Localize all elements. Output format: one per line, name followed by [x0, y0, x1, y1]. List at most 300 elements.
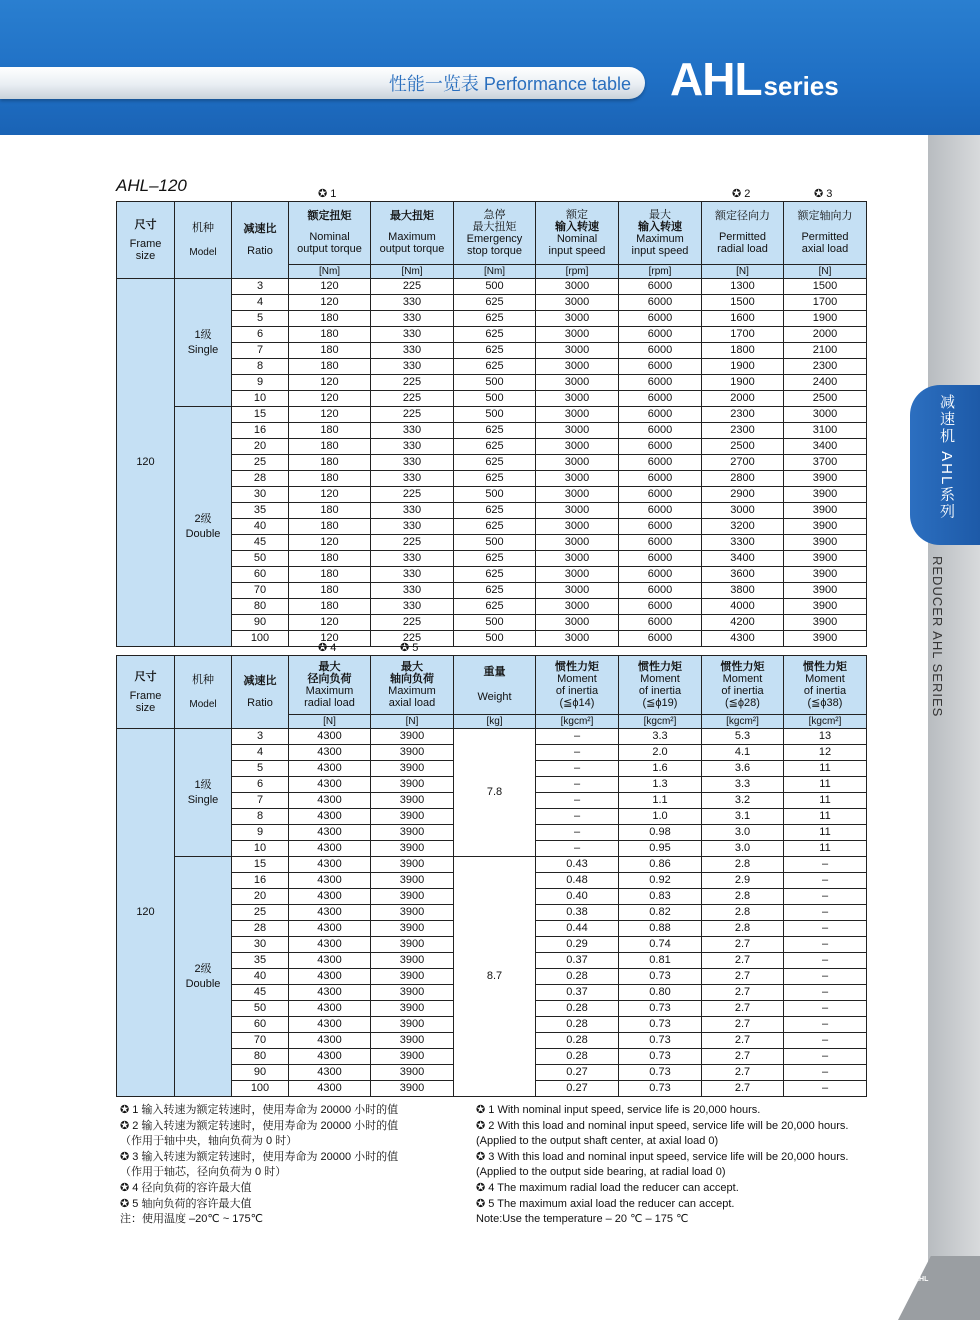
- footnote-en: ✪ 1 With nominal input speed, service life is 20,000 hours.: [476, 1104, 761, 1116]
- value-cell: 625: [454, 327, 536, 343]
- ratio-cell: 6: [232, 777, 289, 793]
- value-cell: 1.0: [619, 809, 702, 825]
- value-cell: 180: [289, 471, 371, 487]
- value-cell: 6000: [619, 487, 702, 503]
- table-row: [117, 857, 867, 873]
- value-cell: 180: [289, 439, 371, 455]
- value-cell: 0.92: [619, 873, 702, 889]
- value-cell: 3000: [536, 471, 619, 487]
- value-cell: 3900: [371, 873, 454, 889]
- value-cell: 4300: [289, 1017, 371, 1033]
- ratio-cell: 15: [232, 857, 289, 873]
- value-cell: 3900: [784, 503, 867, 519]
- ratio-cell: 45: [232, 985, 289, 1001]
- value-cell: 225: [371, 487, 454, 503]
- value-cell: 3900: [784, 519, 867, 535]
- value-cell: 0.27: [536, 1065, 619, 1081]
- ratio-cell: 30: [232, 487, 289, 503]
- stage-single-cn: 1级: [194, 328, 212, 341]
- value-cell: 120: [289, 615, 371, 631]
- value-cell: 330: [371, 311, 454, 327]
- value-cell: 4000: [702, 599, 784, 615]
- value-cell: 3900: [784, 471, 867, 487]
- ratio-cell: 100: [232, 631, 289, 647]
- footnote-cn: ✪ 5 轴向负荷的容许最大值: [120, 1197, 252, 1210]
- value-cell: 2.8: [702, 889, 784, 905]
- header-maximum-radial-load: 最大 径向负荷 Maximum radial load: [289, 656, 371, 715]
- value-cell: 3900: [371, 1017, 454, 1033]
- value-cell: 6000: [619, 567, 702, 583]
- value-cell: 2400: [784, 375, 867, 391]
- value-cell: 3000: [536, 535, 619, 551]
- stage-single-en: Single: [187, 343, 219, 356]
- value-cell: 0.27: [536, 1081, 619, 1097]
- ratio-cell: 28: [232, 921, 289, 937]
- header-ratio: 减速比 Ratio: [232, 202, 289, 279]
- ratio-cell: 15: [232, 407, 289, 423]
- value-cell: –: [536, 793, 619, 809]
- value-cell: 625: [454, 423, 536, 439]
- value-cell: 3000: [702, 503, 784, 519]
- value-cell: 6000: [619, 471, 702, 487]
- value-cell: 500: [454, 631, 536, 647]
- value-cell: 3000: [536, 343, 619, 359]
- value-cell: 4300: [289, 969, 371, 985]
- header-weight: 重量 Weight: [454, 656, 536, 715]
- ratio-cell: 40: [232, 969, 289, 985]
- value-cell: 3900: [371, 841, 454, 857]
- footnote-en: ✪ 3 With this load and nominal input speed, service life will be 20,000 hours.: [476, 1150, 849, 1163]
- ratio-cell: 20: [232, 889, 289, 905]
- value-cell: 0.73: [619, 1033, 702, 1049]
- value-cell: 500: [454, 375, 536, 391]
- ratio-cell: 16: [232, 873, 289, 889]
- value-cell: 6000: [619, 423, 702, 439]
- value-cell: –: [784, 937, 867, 953]
- value-cell: 3000: [536, 359, 619, 375]
- value-cell: 4300: [289, 905, 371, 921]
- value-cell: –: [536, 729, 619, 745]
- value-cell: 0.48: [536, 873, 619, 889]
- value-cell: 6000: [619, 631, 702, 647]
- value-cell: 3900: [371, 969, 454, 985]
- ratio-cell: 7: [232, 343, 289, 359]
- value-cell: 5.3: [702, 729, 784, 745]
- footnote-cn: （作用于轴芯，径向负荷为 0 时）: [120, 1166, 287, 1179]
- value-cell: 3900: [371, 793, 454, 809]
- ratio-cell: 5: [232, 761, 289, 777]
- value-cell: 3400: [784, 439, 867, 455]
- value-cell: 3900: [371, 905, 454, 921]
- value-cell: 3900: [371, 777, 454, 793]
- ratio-cell: 4: [232, 745, 289, 761]
- footnote-en: ✪ 4 The maximum radial load the reducer can accept.: [476, 1181, 739, 1194]
- ratio-cell: 60: [232, 1017, 289, 1033]
- value-cell: 180: [289, 455, 371, 471]
- value-cell: 625: [454, 583, 536, 599]
- value-cell: 120: [289, 535, 371, 551]
- value-cell: 3600: [702, 567, 784, 583]
- ratio-cell: 35: [232, 503, 289, 519]
- marker-1: ✪ 1: [318, 188, 337, 200]
- value-cell: 3000: [536, 279, 619, 295]
- value-cell: 1.3: [619, 777, 702, 793]
- value-cell: 3100: [784, 423, 867, 439]
- header-maximum-torque: 最大扭矩 Maximum output torque: [371, 202, 454, 265]
- value-cell: 0.28: [536, 969, 619, 985]
- marker-3: ✪ 3: [814, 188, 833, 200]
- value-cell: 3.6: [702, 761, 784, 777]
- value-cell: 330: [371, 471, 454, 487]
- unit-cell: [rpm]: [619, 264, 702, 278]
- value-cell: –: [784, 857, 867, 873]
- value-cell: 6000: [619, 391, 702, 407]
- ratio-cell: 9: [232, 375, 289, 391]
- ratio-cell: 80: [232, 1049, 289, 1065]
- ratio-cell: 90: [232, 615, 289, 631]
- value-cell: 2.9: [702, 873, 784, 889]
- value-cell: 6000: [619, 439, 702, 455]
- ratio-cell: 9: [232, 825, 289, 841]
- value-cell: 3900: [371, 921, 454, 937]
- footnote-en: (Applied to the output side bearing, at radial load 0): [476, 1166, 726, 1179]
- value-cell: 0.29: [536, 937, 619, 953]
- marker-2: ✪ 2: [732, 188, 751, 200]
- header-inertia-d14: 惯性力矩 Moment of inertia (≦ϕ14): [536, 656, 619, 715]
- value-cell: 2.7: [702, 1033, 784, 1049]
- value-cell: –: [536, 745, 619, 761]
- value-cell: –: [784, 873, 867, 889]
- value-cell: 0.37: [536, 953, 619, 969]
- value-cell: 625: [454, 439, 536, 455]
- value-cell: 11: [784, 841, 867, 857]
- stage-double-cn: 2级: [194, 512, 212, 525]
- value-cell: 6000: [619, 599, 702, 615]
- value-cell: –: [784, 921, 867, 937]
- value-cell: 0.73: [619, 969, 702, 985]
- ratio-cell: 50: [232, 551, 289, 567]
- value-cell: 2.7: [702, 937, 784, 953]
- value-cell: 4300: [702, 631, 784, 647]
- series-logo-suffix: series: [763, 71, 839, 101]
- stage-double-cn: 2级: [194, 962, 212, 975]
- value-cell: 3900: [371, 729, 454, 745]
- value-cell: 0.73: [619, 1001, 702, 1017]
- value-cell: 225: [371, 631, 454, 647]
- header-model: 机种 Model: [175, 656, 232, 729]
- value-cell: 625: [454, 471, 536, 487]
- value-cell: 3900: [371, 761, 454, 777]
- value-cell: 4300: [289, 873, 371, 889]
- value-cell: 625: [454, 599, 536, 615]
- value-cell: 3000: [536, 327, 619, 343]
- value-cell: 330: [371, 295, 454, 311]
- table-row: [117, 407, 867, 423]
- value-cell: –: [784, 1065, 867, 1081]
- unit-cell: [N]: [371, 714, 454, 728]
- unit-cell: [rpm]: [536, 264, 619, 278]
- value-cell: 3000: [536, 583, 619, 599]
- footnote-en: ✪ 2 With this load and nominal input speed, service life will be 20,000 hours.: [476, 1119, 849, 1132]
- value-cell: 225: [371, 407, 454, 423]
- value-cell: 4300: [289, 825, 371, 841]
- value-cell: 2700: [702, 455, 784, 471]
- value-cell: 13: [784, 729, 867, 745]
- value-cell: 3900: [371, 985, 454, 1001]
- value-cell: 6000: [619, 455, 702, 471]
- series-logo: [670, 52, 839, 106]
- stage-double-en: Double: [185, 977, 221, 990]
- value-cell: 6000: [619, 519, 702, 535]
- value-cell: 3900: [371, 889, 454, 905]
- value-cell: 180: [289, 423, 371, 439]
- value-cell: 4300: [289, 1081, 371, 1097]
- value-cell: 0.95: [619, 841, 702, 857]
- value-cell: 0.73: [619, 1049, 702, 1065]
- ratio-cell: 3: [232, 729, 289, 745]
- value-cell: 4300: [289, 1033, 371, 1049]
- value-cell: –: [536, 777, 619, 793]
- header-nominal-torque: 额定扭矩 Nominal output torque: [289, 202, 371, 265]
- footnotes-en: [476, 1103, 848, 1228]
- page-header: [0, 0, 980, 135]
- value-cell: 1600: [702, 311, 784, 327]
- value-cell: 11: [784, 777, 867, 793]
- header-maximum-axial-load: 最大 轴向负荷 Maximum axial load: [371, 656, 454, 715]
- value-cell: 11: [784, 761, 867, 777]
- value-cell: 2800: [702, 471, 784, 487]
- model-label: AHL–120: [116, 176, 187, 195]
- value-cell: 6000: [619, 375, 702, 391]
- ratio-cell: 80: [232, 599, 289, 615]
- footnotes-cn: [120, 1103, 398, 1228]
- ratio-cell: 10: [232, 391, 289, 407]
- value-cell: 0.98: [619, 825, 702, 841]
- value-cell: –: [784, 905, 867, 921]
- unit-cell: [Nm]: [289, 264, 371, 278]
- value-cell: 3900: [784, 631, 867, 647]
- value-cell: 6000: [619, 551, 702, 567]
- value-cell: 120: [289, 391, 371, 407]
- value-cell: 3000: [536, 567, 619, 583]
- footnote-en: ✪ 5 The maximum axial load the reducer can accept.: [476, 1197, 735, 1210]
- footnote-en: (Applied to the output shaft center, at axial load 0): [476, 1135, 719, 1148]
- value-cell: 12: [784, 745, 867, 761]
- ratio-cell: 4: [232, 295, 289, 311]
- stage-double-cell: [175, 407, 232, 647]
- value-cell: 1900: [784, 311, 867, 327]
- value-cell: 0.81: [619, 953, 702, 969]
- value-cell: 3000: [536, 487, 619, 503]
- value-cell: 4300: [289, 985, 371, 1001]
- stage-double-cell: [175, 857, 232, 1097]
- value-cell: 330: [371, 359, 454, 375]
- value-cell: 330: [371, 519, 454, 535]
- unit-cell: [Nm]: [454, 264, 536, 278]
- ratio-cell: 6: [232, 327, 289, 343]
- stage-double-en: Double: [185, 527, 221, 540]
- value-cell: 1800: [702, 343, 784, 359]
- value-cell: 120: [289, 407, 371, 423]
- value-cell: –: [784, 985, 867, 1001]
- value-cell: 0.74: [619, 937, 702, 953]
- value-cell: 3000: [536, 391, 619, 407]
- value-cell: 330: [371, 551, 454, 567]
- table-row: [117, 729, 867, 745]
- value-cell: 0.80: [619, 985, 702, 1001]
- value-cell: –: [784, 889, 867, 905]
- value-cell: 6000: [619, 583, 702, 599]
- value-cell: 3000: [536, 407, 619, 423]
- value-cell: 3900: [784, 535, 867, 551]
- ratio-cell: 3: [232, 279, 289, 295]
- header-frame-size: 尺寸 Frame size: [117, 202, 175, 279]
- value-cell: 3.3: [619, 729, 702, 745]
- value-cell: 500: [454, 391, 536, 407]
- marker-4: ✪ 4: [318, 642, 337, 654]
- value-cell: 6000: [619, 503, 702, 519]
- value-cell: 3900: [371, 953, 454, 969]
- ratio-cell: 30: [232, 937, 289, 953]
- value-cell: 180: [289, 567, 371, 583]
- ratio-cell: 28: [232, 471, 289, 487]
- weight-cell: 8.7: [454, 857, 536, 1097]
- value-cell: 120: [289, 487, 371, 503]
- ratio-cell: 16: [232, 423, 289, 439]
- value-cell: 4300: [289, 777, 371, 793]
- value-cell: 2.8: [702, 905, 784, 921]
- value-cell: –: [536, 761, 619, 777]
- value-cell: 330: [371, 327, 454, 343]
- value-cell: 3900: [784, 551, 867, 567]
- ratio-cell: 7: [232, 793, 289, 809]
- value-cell: 3900: [371, 1065, 454, 1081]
- value-cell: 2.7: [702, 1001, 784, 1017]
- header-emergency-stop-torque: 急停 最大扭矩 Emergency stop torque: [454, 202, 536, 265]
- ratio-cell: 90: [232, 1065, 289, 1081]
- header-permitted-axial-load: 额定轴向力 Permitted axial load: [784, 202, 867, 265]
- value-cell: 3900: [784, 615, 867, 631]
- header-permitted-radial-load: 额定径向力 Permitted radial load: [702, 202, 784, 265]
- performance-table-2: [116, 655, 867, 1097]
- value-cell: 0.40: [536, 889, 619, 905]
- value-cell: 4300: [289, 809, 371, 825]
- value-cell: 1.6: [619, 761, 702, 777]
- value-cell: 6000: [619, 535, 702, 551]
- value-cell: 4300: [289, 953, 371, 969]
- value-cell: 3.2: [702, 793, 784, 809]
- value-cell: 4300: [289, 921, 371, 937]
- value-cell: 180: [289, 359, 371, 375]
- value-cell: 3900: [371, 1001, 454, 1017]
- value-cell: 3000: [536, 455, 619, 471]
- value-cell: 0.73: [619, 1081, 702, 1097]
- value-cell: 180: [289, 311, 371, 327]
- value-cell: 2.7: [702, 969, 784, 985]
- value-cell: 4300: [289, 761, 371, 777]
- value-cell: –: [784, 1081, 867, 1097]
- value-cell: 625: [454, 343, 536, 359]
- value-cell: 180: [289, 583, 371, 599]
- ratio-cell: 8: [232, 359, 289, 375]
- value-cell: 3900: [784, 487, 867, 503]
- value-cell: 1700: [784, 295, 867, 311]
- value-cell: 0.44: [536, 921, 619, 937]
- value-cell: 3000: [784, 407, 867, 423]
- value-cell: 1300: [702, 279, 784, 295]
- value-cell: 2900: [702, 487, 784, 503]
- ratio-cell: 35: [232, 953, 289, 969]
- value-cell: 3.1: [702, 809, 784, 825]
- value-cell: 4300: [289, 841, 371, 857]
- value-cell: 1500: [784, 279, 867, 295]
- value-cell: 625: [454, 455, 536, 471]
- value-cell: 3200: [702, 519, 784, 535]
- header-inertia-d28: 惯性力矩 Moment of inertia (≦ϕ28): [702, 656, 784, 715]
- value-cell: 625: [454, 359, 536, 375]
- value-cell: 0.38: [536, 905, 619, 921]
- header-inertia-d38: 惯性力矩 Moment of inertia (≦ϕ38): [784, 656, 867, 715]
- header-inertia-d19: 惯性力矩 Moment of inertia (≦ϕ19): [619, 656, 702, 715]
- value-cell: 4300: [289, 1049, 371, 1065]
- value-cell: 6000: [619, 615, 702, 631]
- value-cell: –: [536, 841, 619, 857]
- value-cell: 4300: [289, 793, 371, 809]
- ratio-cell: 25: [232, 455, 289, 471]
- value-cell: 500: [454, 487, 536, 503]
- ratio-cell: 8: [232, 809, 289, 825]
- header-frame-size: 尺寸 Frame size: [117, 656, 175, 729]
- value-cell: 2.7: [702, 1049, 784, 1065]
- value-cell: 4300: [289, 857, 371, 873]
- value-cell: 3000: [536, 599, 619, 615]
- value-cell: 3900: [784, 567, 867, 583]
- value-cell: 330: [371, 503, 454, 519]
- value-cell: 4300: [289, 1065, 371, 1081]
- value-cell: 4.1: [702, 745, 784, 761]
- header-maximum-input-speed: 最大 输入转速 Maximum input speed: [619, 202, 702, 265]
- value-cell: 3900: [371, 809, 454, 825]
- value-cell: 625: [454, 295, 536, 311]
- value-cell: 2500: [784, 391, 867, 407]
- value-cell: 120: [289, 631, 371, 647]
- value-cell: 6000: [619, 311, 702, 327]
- value-cell: 3400: [702, 551, 784, 567]
- unit-cell: [kgcm²]: [702, 714, 784, 728]
- value-cell: –: [784, 1049, 867, 1065]
- value-cell: 4300: [289, 1001, 371, 1017]
- value-cell: 6000: [619, 279, 702, 295]
- header-title-bar: [0, 67, 645, 99]
- footnote-cn: 注：使用温度 –20℃ ~ 175℃: [120, 1213, 264, 1226]
- unit-cell: [N]: [289, 714, 371, 728]
- page-number-sub: AHL: [914, 1276, 929, 1283]
- footnote-cn: （作用于轴中央，轴向负荷为 0 时）: [120, 1135, 298, 1148]
- value-cell: 500: [454, 615, 536, 631]
- value-cell: 3800: [702, 583, 784, 599]
- page-number: 41: [903, 1262, 919, 1278]
- value-cell: 120: [289, 295, 371, 311]
- ratio-cell: 70: [232, 583, 289, 599]
- value-cell: 0.73: [619, 1017, 702, 1033]
- value-cell: 0.28: [536, 1001, 619, 1017]
- performance-table-title: 性能一览表 Performance table: [388, 74, 631, 94]
- footnote-cn: ✪ 4 径向负荷的容许最大值: [120, 1181, 252, 1194]
- value-cell: 1700: [702, 327, 784, 343]
- value-cell: 3900: [371, 745, 454, 761]
- table-1-body: [117, 202, 867, 647]
- value-cell: 3300: [702, 535, 784, 551]
